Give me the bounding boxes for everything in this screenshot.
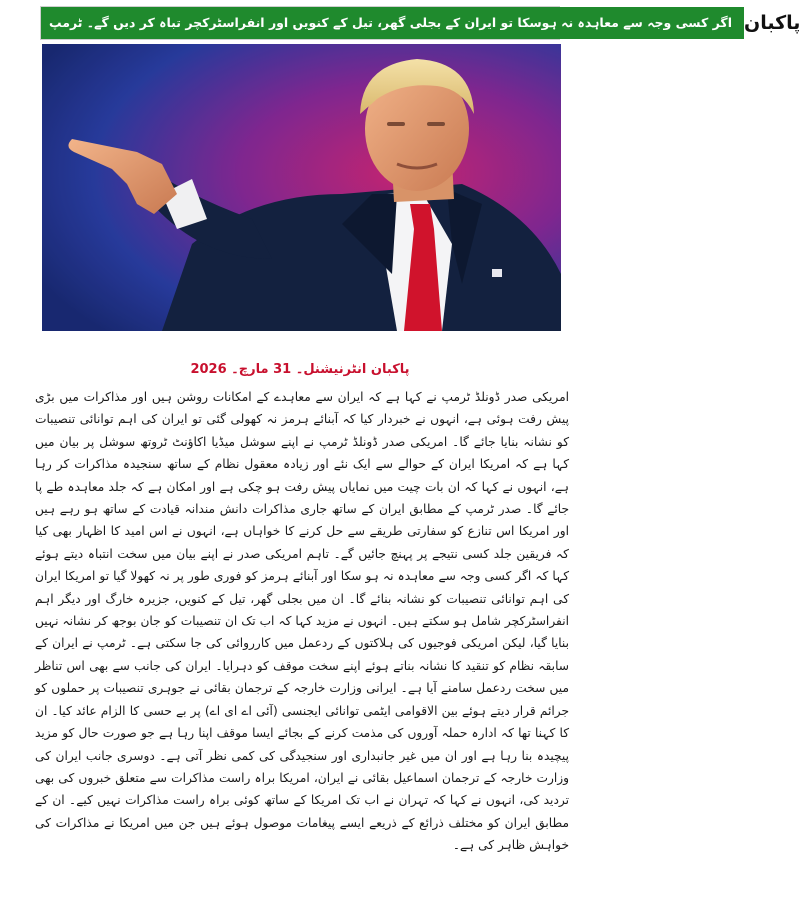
dateline: پاکبان انٹرنیشنل۔ 31 مارچ۔ 2026 [190,362,410,377]
headline-banner [40,6,800,40]
headline-text[interactable]: اگر کسی وجہ سے معاہدہ نہ ہوسکا تو ایران کے بجلی گھر، تیل کے کنویں اور انفراسٹرکچر تباہ کر دیں گے۔ ٹرمپ [41,7,740,39]
news-photo [42,44,561,331]
photo-illustration [42,44,561,331]
article-body: امریکی صدر ڈونلڈ ٹرمپ نے کہا ہے کہ ایران سے معاہدے کے امکانات روشن ہیں اور مذاکرات میں بڑی پیش رفت ہوئی ہے، انہوں نے خبردار کیا کہ آبنائے ہرمز نہ کھولی گئی تو ایران کی اہم توانائی تنصیبات کو نشانہ بنایا جائے گا۔ امریکی صدر ڈونلڈ ٹرمپ نے اپنے سوشل میڈیا اکاؤنٹ ٹروتھ سوشل پر بیان میں کہا ہے کہ امریکا ایران کے حوالے سے ایک نئے اور زیادہ معقول نظام کے ساتھ سنجیدہ مذاکرات کر رہا ہے، انہوں نے کہا کہ ان بات چیت میں نمایاں پیش رفت ہو چکی ہے اور امکان ہے کہ جلد معاہدہ طے پا جائے گا۔ صدر ٹرمپ کے مطابق ایران کے ساتھ جاری مذاکرات دانش مندانہ قیادت کے ساتھ ہو رہے ہیں اور امریکا اس تنازع کو سفارتی طریقے سے حل کرنے کا خواہاں ہے، انہوں نے اس امید کا اظہار بھی کیا کہ فریقین جلد کسی نتیجے پر پہنچ جائیں گے۔ تاہم امریکی صدر نے اپنے بیان میں سخت انتباہ دیتے ہوئے کہا کہ اگر کسی وجہ سے معاہدہ نہ ہو سکا اور آبنائے ہرمز کو فوری طور پر نہ کھولا گیا تو امریکا ایران کی اہم توانائی تنصیبات کو نشانہ بنائے گا۔ ان میں بجلی گھر، تیل کے کنویں، جزیرہ خارگ اور دیگر اہم انفراسٹرکچر شامل ہو سکتے ہیں۔ انہوں نے مزید کہا کہ اب تک ان تنصیبات کو جان بوجھ کر نشانہ نہیں بنایا گیا، لیکن امریکی فوجیوں کی ہلاکتوں کے ردعمل میں کارروائی کی جا سکتی ہے۔ ٹرمپ نے ایران کے سابقہ نظام کو تنقید کا نشانہ بناتے ہوئے اپنے سخت موقف کو دہرایا۔ ایران کی جانب سے بھی اس تناظر میں سخت ردعمل سامنے آیا ہے۔ ایرانی وزارت خارجہ کے ترجمان بقائی نے جوہری تنصیبات پر حملوں کو جرائم قرار دیتے ہوئے بین الاقوامی ایٹمی توانائی ایجنسی (آئی اے ای اے) پر بے حسی کا الزام عائد کیا۔ ان کا کہنا تھا کہ ادارہ حملہ آوروں کی مذمت کرنے کے بجائے ایسا موقف اپنا رہا ہے جو صورت حال کو مزید پیچیدہ بنا رہا ہے اور ان میں غیر جانبداری اور سنجیدگی کی کمی نظر آتی ہے۔ دوسری جانب ایران کی وزارت خارجہ کے ترجمان اسماعیل بقائی نے ایران، امریکا براہ راست مذاکرات سے متعلق خبروں کی بھی تردید کی، انہوں نے کہا کہ تہران نے اب تک امریکا کے ساتھ کوئی براہ راست مذاکرات نہیں کیے۔ ان کے مطابق ایران کو مختلف ذرائع کے ذریعے ایسے پیغامات موصول ہوئے ہیں جن میں امریکا نے مذاکرات کی خواہش ظاہر کی ہے۔ [35,390,569,853]
brand-logo[interactable]: پاکبان [740,7,800,39]
